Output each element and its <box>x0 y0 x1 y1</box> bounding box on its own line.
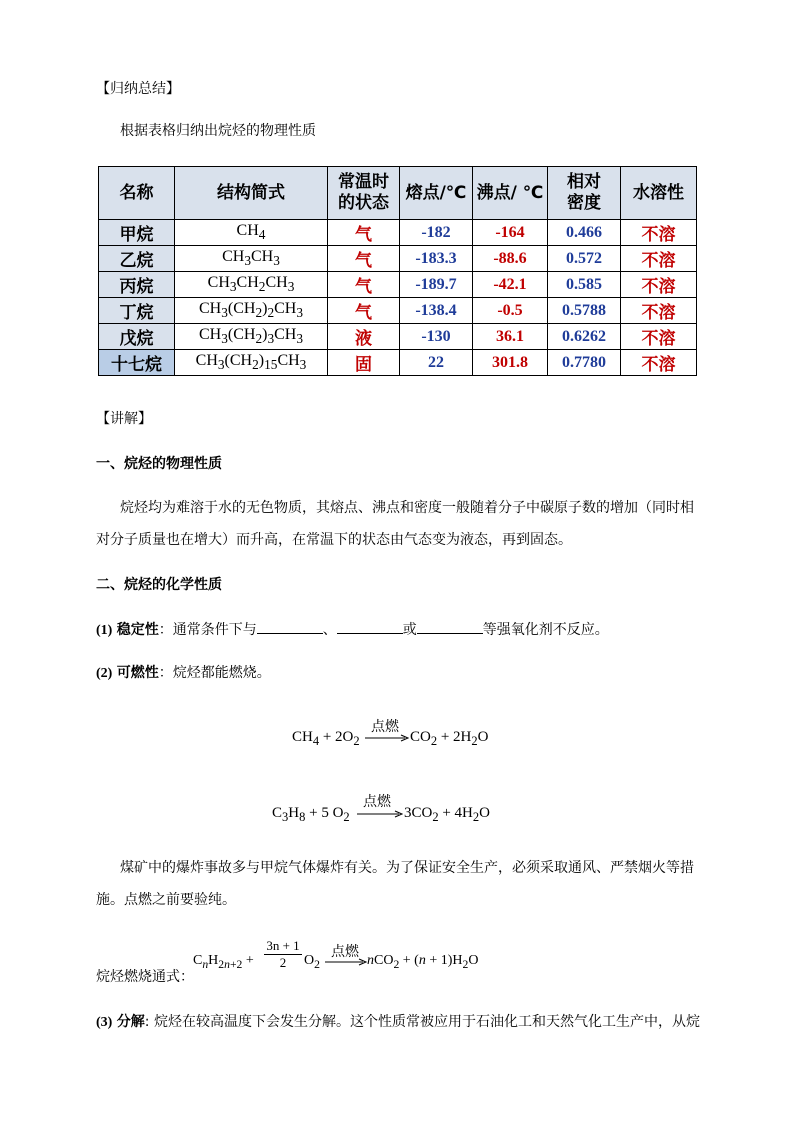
fraction <box>264 938 302 971</box>
table-row <box>99 324 697 350</box>
cell-formula: $CH_3(CH_2)_3CH_3$ <box>175 324 328 350</box>
cell-melting-point: -138.4 <box>400 298 473 324</box>
item3-label: 分解 <box>116 1014 145 1030</box>
header-boiling-point: 沸点/ ℃ <box>473 167 548 220</box>
cell-state: 气 <box>328 246 400 272</box>
item1-label: 稳定性 <box>116 622 159 638</box>
item1-text-b: 等强氧化剂不反应。 <box>482 622 609 638</box>
cell-formula: $CH_3(CH_2)_2CH_3$ <box>175 298 328 324</box>
cell-melting-point: 22 <box>400 350 473 376</box>
cell-boiling-point: -0.5 <box>473 298 548 324</box>
equation-propane-products: $3CO_2 + 4H_2O$ <box>404 805 490 824</box>
table-header-row <box>99 167 697 220</box>
cell-name: 丙烷 <box>99 272 175 298</box>
cell-solubility: 不溶 <box>621 246 697 272</box>
cell-boiling-point: 301.8 <box>473 350 548 376</box>
item1-sep2: 或 <box>402 622 417 638</box>
item-decomposition <box>96 1012 700 1033</box>
cell-density: 0.6262 <box>548 324 621 350</box>
general-equation-condition <box>325 941 367 963</box>
equation-methane-condition <box>365 716 409 736</box>
equation-propane-condition <box>357 791 403 813</box>
cell-formula: $CH_4$ <box>175 220 328 246</box>
cell-state: 气 <box>328 298 400 324</box>
item2-number: (2) <box>96 666 113 681</box>
table-row <box>99 272 697 298</box>
cell-density: 0.7780 <box>548 350 621 376</box>
fill-blank-1[interactable] <box>257 619 323 634</box>
general-equation-reactant: $C_nH_{2n+2}$ + <box>193 953 254 971</box>
header-state <box>328 167 400 220</box>
section1-paragraph-line1: 烷烃均为难溶于水的无色物质，其熔点、沸点和密度一般随着分子中碳原子数的增加（同时相 <box>120 500 694 516</box>
header-density-line1: 相对 <box>567 172 601 192</box>
item-flammability <box>96 663 271 684</box>
general-equation-label: 烷烃燃烧通式： <box>96 969 194 985</box>
equation-propane: $C_3H_8 + 5$ $O_2$ <box>272 805 350 824</box>
item1-sep1: 、 <box>322 622 337 638</box>
cell-name: 戊烷 <box>99 324 175 350</box>
header-density-line2: 密度 <box>567 193 601 213</box>
summary-heading: 【归纳总结】 <box>96 81 180 97</box>
header-name: 名称 <box>99 167 175 220</box>
cell-melting-point: -130 <box>400 324 473 350</box>
cell-state: 气 <box>328 272 400 298</box>
general-equation-products: $nCO_2 + (n + 1)H_2O$ <box>367 953 479 971</box>
cell-state: 液 <box>328 324 400 350</box>
header-formula: 结构简式 <box>175 167 328 220</box>
cell-melting-point: -189.7 <box>400 272 473 298</box>
reaction-arrow-icon <box>325 958 367 966</box>
fraction-numerator: 3n + 1 <box>266 938 300 953</box>
table-row <box>99 350 697 376</box>
cell-boiling-point: -164 <box>473 220 548 246</box>
section1-title: 一、烷烃的物理性质 <box>96 456 222 472</box>
header-state-line2: 的状态 <box>338 193 389 213</box>
mine-paragraph-line1: 煤矿中的爆炸事故多与甲烷气体爆炸有关。为了保证安全生产，必须采取通风、严禁烟火等措 <box>120 860 694 876</box>
cell-state: 气 <box>328 220 400 246</box>
alkane-properties-table <box>98 166 697 376</box>
cell-boiling-point: -42.1 <box>473 272 548 298</box>
cell-boiling-point: -88.6 <box>473 246 548 272</box>
cell-name: 丁烷 <box>99 298 175 324</box>
summary-intro: 根据表格归纳出烷烃的物理性质 <box>120 123 316 139</box>
cell-density: 0.5788 <box>548 298 621 324</box>
cell-solubility: 不溶 <box>621 324 697 350</box>
cell-boiling-point: 36.1 <box>473 324 548 350</box>
general-oxygen: $O_2$ <box>304 953 320 971</box>
cell-melting-point: -183.3 <box>400 246 473 272</box>
table-row <box>99 298 697 324</box>
cell-name: 十七烷 <box>99 350 175 376</box>
cell-density: 0.572 <box>548 246 621 272</box>
cell-formula: $CH_3(CH_2)_{15}CH_3$ <box>175 350 328 376</box>
reaction-arrow-icon <box>365 734 409 742</box>
header-density <box>548 167 621 220</box>
section1-paragraph-line2: 对分子质量也在增大）而升高，在常温下的状态由气态变为液态，再到固态。 <box>96 532 572 548</box>
cell-solubility: 不溶 <box>621 350 697 376</box>
fill-blank-3[interactable] <box>417 619 483 634</box>
mine-paragraph-line2: 施。点燃之前要验纯。 <box>96 892 236 908</box>
cell-name: 甲烷 <box>99 220 175 246</box>
item2-text: ：烷烃都能燃烧。 <box>158 665 271 681</box>
equation-methane-products: $CO_2 + 2H_2O$ <box>410 729 489 748</box>
condition-label: 点燃 <box>371 719 399 735</box>
reaction-arrow-icon <box>357 810 403 818</box>
explain-heading: 【讲解】 <box>96 411 152 427</box>
item3-number: (3) <box>96 1015 113 1030</box>
section2-title: 二、烷烃的化学性质 <box>96 577 222 593</box>
cell-melting-point: -182 <box>400 220 473 246</box>
equation-methane: $CH_4 + 2O_2$ <box>292 729 360 748</box>
cell-density: 0.466 <box>548 220 621 246</box>
item1-text-a: ：通常条件下与 <box>158 622 257 638</box>
header-melting-point: 熔点/℃ <box>400 167 473 220</box>
cell-solubility: 不溶 <box>621 272 697 298</box>
table-row <box>99 220 697 246</box>
condition-label: 点燃 <box>331 944 359 960</box>
item-stability <box>96 619 609 641</box>
item1-number: (1) <box>96 623 113 638</box>
item2-label: 可燃性 <box>116 665 159 681</box>
header-solubility: 水溶性 <box>621 167 697 220</box>
cell-solubility: 不溶 <box>621 220 697 246</box>
cell-name: 乙烷 <box>99 246 175 272</box>
table-row <box>99 246 697 272</box>
header-state-line1: 常温时 <box>338 172 389 192</box>
condition-label: 点燃 <box>363 794 391 810</box>
fill-blank-2[interactable] <box>337 619 403 634</box>
cell-formula: $CH_3CH_3$ <box>175 246 328 272</box>
cell-formula: $CH_3CH_2CH_3$ <box>175 272 328 298</box>
fraction-denominator: 2 <box>264 954 302 971</box>
cell-density: 0.585 <box>548 272 621 298</box>
item3-text: : 烷烃在较高温度下会发生分解。这个性质常被应用于石油化工和天然气化工生产中，从烷 <box>144 1014 700 1030</box>
cell-solubility: 不溶 <box>621 298 697 324</box>
cell-state: 固 <box>328 350 400 376</box>
